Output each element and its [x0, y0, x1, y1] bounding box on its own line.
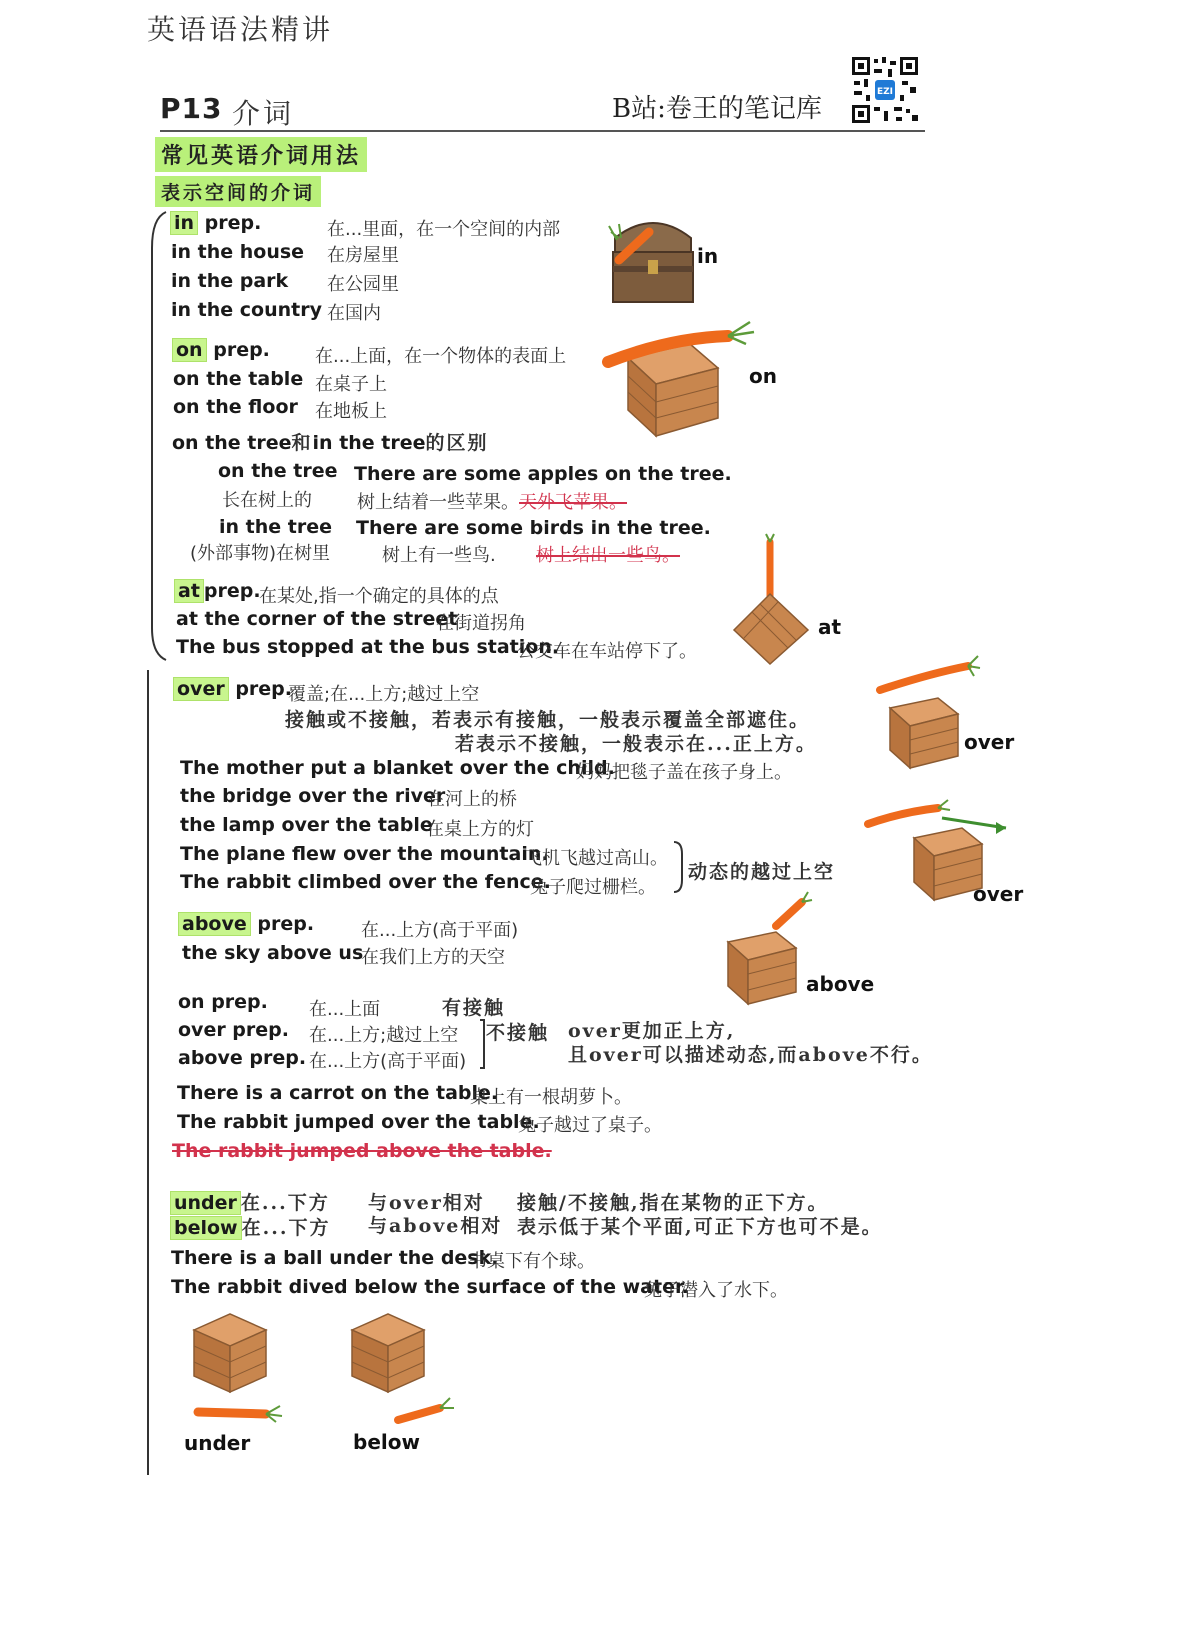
box-carrot-under-icon — [188, 1308, 288, 1428]
treasure-chest-in-icon — [605, 208, 700, 308]
on-figure-label: on — [749, 364, 777, 388]
tree-in-gloss: (外部事物)在树里 — [190, 543, 331, 564]
compare-and: 和 — [291, 432, 313, 454]
above-heading — [178, 913, 314, 935]
tree-on-sentence: There are some apples on the tree. — [354, 463, 732, 485]
below-relation: 与above相对 — [368, 1215, 503, 1237]
compare-example-en-2: The rabbit jumped over the table. — [177, 1111, 540, 1133]
tree-in-wrong: 树上结出一些鸟。 — [536, 545, 680, 566]
in-prep: prep. — [204, 212, 262, 234]
compare-row-cn-2: 在...上方;越过上空 — [309, 1025, 459, 1046]
over-meaning: 覆盖;在...上方;越过上空 — [288, 684, 480, 705]
on-example-cn-2: 在地板上 — [315, 401, 387, 422]
on-heading — [172, 339, 270, 361]
over-example-cn-4: 飞机飞越过高山。 — [524, 848, 668, 869]
over-example-en-3: the lamp over the table — [180, 814, 433, 836]
over-note-2: 若表示不接触，一般表示在...正上方。 — [455, 733, 817, 755]
compare-side-note-1: over更加正上方, — [568, 1020, 736, 1042]
over-example-en-2: the bridge over the river — [180, 785, 446, 807]
under-relation: 与over相对 — [368, 1192, 485, 1214]
tree-on-cn-text: 树上结着一些苹果。 — [357, 492, 519, 513]
section-heading: 常见英语介词用法 — [155, 137, 367, 172]
at-meaning: 在某处,指一个确定的具体的点 — [259, 586, 499, 607]
on-example-en-2: on the floor — [173, 396, 298, 418]
at-example-en-1: at the corner of the street — [176, 608, 458, 630]
at-heading — [174, 580, 261, 602]
tree-on-phrase: on the tree — [218, 460, 338, 482]
under-note: 接触/不接触,指在某物的正下方。 — [517, 1192, 829, 1214]
above-figure-label: above — [806, 972, 875, 996]
over-figure-label-1: over — [964, 730, 1015, 754]
tree-on-gloss: 长在树上的 — [222, 490, 312, 511]
over-note-1: 接触或不接触，若表示有接触，一般表示覆盖全部遮住。 — [285, 709, 811, 731]
on-prep: prep. — [213, 339, 270, 361]
compare-term-b: in the tree — [312, 432, 426, 454]
below-figure-label: below — [353, 1430, 420, 1454]
in-example-en-1: in the house — [171, 241, 305, 263]
over-heading — [173, 678, 292, 700]
header-divider — [160, 130, 925, 132]
group-bracket-bottom — [147, 670, 149, 1475]
above-keyword: above — [178, 912, 251, 936]
tree-in-cn-text: 树上有一些鸟. — [382, 545, 496, 566]
channel-label: B站:卷王的笔记库 — [612, 94, 822, 124]
box-carrot-over-icon — [872, 656, 982, 776]
on-example-cn-1: 在桌子上 — [315, 374, 387, 395]
in-keyword: in — [170, 211, 198, 235]
at-keyword: at — [174, 579, 204, 603]
box-carrot-at-icon — [728, 538, 818, 668]
tree-on-cn — [357, 488, 627, 514]
over-figure-label-2: over — [973, 882, 1024, 906]
group-bracket-top — [140, 208, 170, 668]
in-example-cn-1: 在房屋里 — [327, 245, 399, 266]
above-prep: prep. — [257, 913, 315, 935]
under-below-example-en-1: There is a ball under the desk. — [171, 1247, 499, 1269]
compare-row-en-1: on prep. — [178, 991, 268, 1013]
over-example-cn-1: 妈妈把毯子盖在孩子身上。 — [576, 762, 792, 783]
in-example-cn-2: 在公园里 — [327, 274, 399, 295]
in-figure-label: in — [697, 244, 719, 268]
compare-example-cn-1: 桌上有一根胡萝卜。 — [470, 1087, 632, 1108]
under-below-example-cn-1: 书桌下有个球。 — [469, 1251, 595, 1272]
in-heading — [170, 212, 261, 234]
at-example-cn-1: 在街道拐角 — [436, 613, 526, 634]
over-example-en-4: The plane flew over the mountain. — [180, 843, 549, 865]
page-number: P13 — [160, 92, 223, 125]
compare-side-note-2: 且over可以描述动态,而above不行。 — [568, 1044, 933, 1066]
compare-row-en-3: above prep. — [178, 1047, 307, 1069]
compare-row-cn-3: 在...上方(高于平面) — [309, 1051, 467, 1072]
at-prep: prep. — [203, 580, 261, 602]
on-keyword: on — [172, 338, 207, 362]
tree-comparison-title — [172, 428, 489, 455]
under-figure-label: under — [184, 1431, 251, 1455]
over-keyword: over — [173, 677, 229, 701]
above-meaning: 在...上方(高于平面) — [361, 920, 519, 941]
compare-row-en-2: over prep. — [178, 1019, 289, 1041]
in-example-en-3: in the country — [171, 299, 322, 321]
in-example-cn-3: 在国内 — [327, 303, 381, 324]
qr-code-icon[interactable] — [850, 55, 920, 125]
under-below-example-en-2: The rabbit dived below the surface of the water. — [171, 1276, 689, 1298]
over-example-cn-3: 在桌上方的灯 — [426, 819, 534, 840]
over-prep: prep. — [235, 678, 293, 700]
compare-example-cn-2: 兔子越过了桌子。 — [518, 1115, 662, 1136]
in-example-en-2: in the park — [171, 270, 289, 292]
over-example-cn-2: 在河上的桥 — [427, 789, 517, 810]
at-example-cn-2: 公交车在车站停下了。 — [517, 641, 697, 662]
document-title: 英语语法精讲 — [147, 13, 334, 46]
compare-row-note-1: 有接触 — [442, 997, 506, 1019]
over-dynamic-bracket — [672, 840, 686, 894]
under-cn: 在...下方 — [240, 1192, 330, 1214]
over-example-en-1: The mother put a blanket over the child. — [180, 757, 615, 779]
tree-on-wrong: 天外飞苹果。 — [519, 492, 627, 513]
compare-row-note-2: 不接触 — [486, 1022, 550, 1044]
below-note: 表示低于某个平面,可正下方也可不是。 — [517, 1216, 883, 1238]
qr-badge-text: EZI — [876, 87, 894, 97]
above-example-cn: 在我们上方的天空 — [361, 947, 505, 968]
at-figure-label: at — [818, 615, 842, 639]
below-cn: 在...下方 — [241, 1217, 331, 1239]
under-below-example-cn-2: 兔子潜入了水下。 — [644, 1280, 788, 1301]
compare-row-cn-1: 在...上面 — [309, 999, 381, 1020]
over-example-cn-5: 兔子爬过栅栏。 — [530, 877, 656, 898]
compare-term-a: on the tree — [172, 432, 292, 454]
page-topic: 介词 — [232, 97, 295, 130]
compare-example-en-1: There is a carrot on the table. — [177, 1082, 499, 1104]
on-meaning: 在...上面，在一个物体的表面上 — [315, 346, 567, 367]
under-keyword: under — [170, 1191, 241, 1215]
box-carrot-on-icon — [600, 318, 760, 440]
compare-wrong-example: The rabbit jumped above the table. — [172, 1140, 552, 1162]
on-example-en-1: on the table — [173, 368, 304, 390]
under-row — [170, 1188, 330, 1215]
tree-in-sentence: There are some birds in the tree. — [356, 517, 711, 539]
box-carrot-below-icon — [346, 1308, 458, 1428]
tree-in-phrase: in the tree — [219, 516, 332, 538]
in-meaning: 在...里面，在一个空间的内部 — [327, 219, 561, 240]
over-example-en-5: The rabbit climbed over the fence. — [180, 871, 551, 893]
subsection-heading: 表示空间的介词 — [155, 176, 321, 207]
above-example-en: the sky above us — [182, 942, 364, 964]
compare-end: 的区别 — [425, 432, 489, 454]
over-dynamic-note: 动态的越过上空 — [688, 861, 836, 883]
below-keyword: below — [170, 1216, 242, 1240]
below-row — [170, 1213, 330, 1240]
at-example-en-2: The bus stopped at the bus station. — [176, 636, 560, 658]
